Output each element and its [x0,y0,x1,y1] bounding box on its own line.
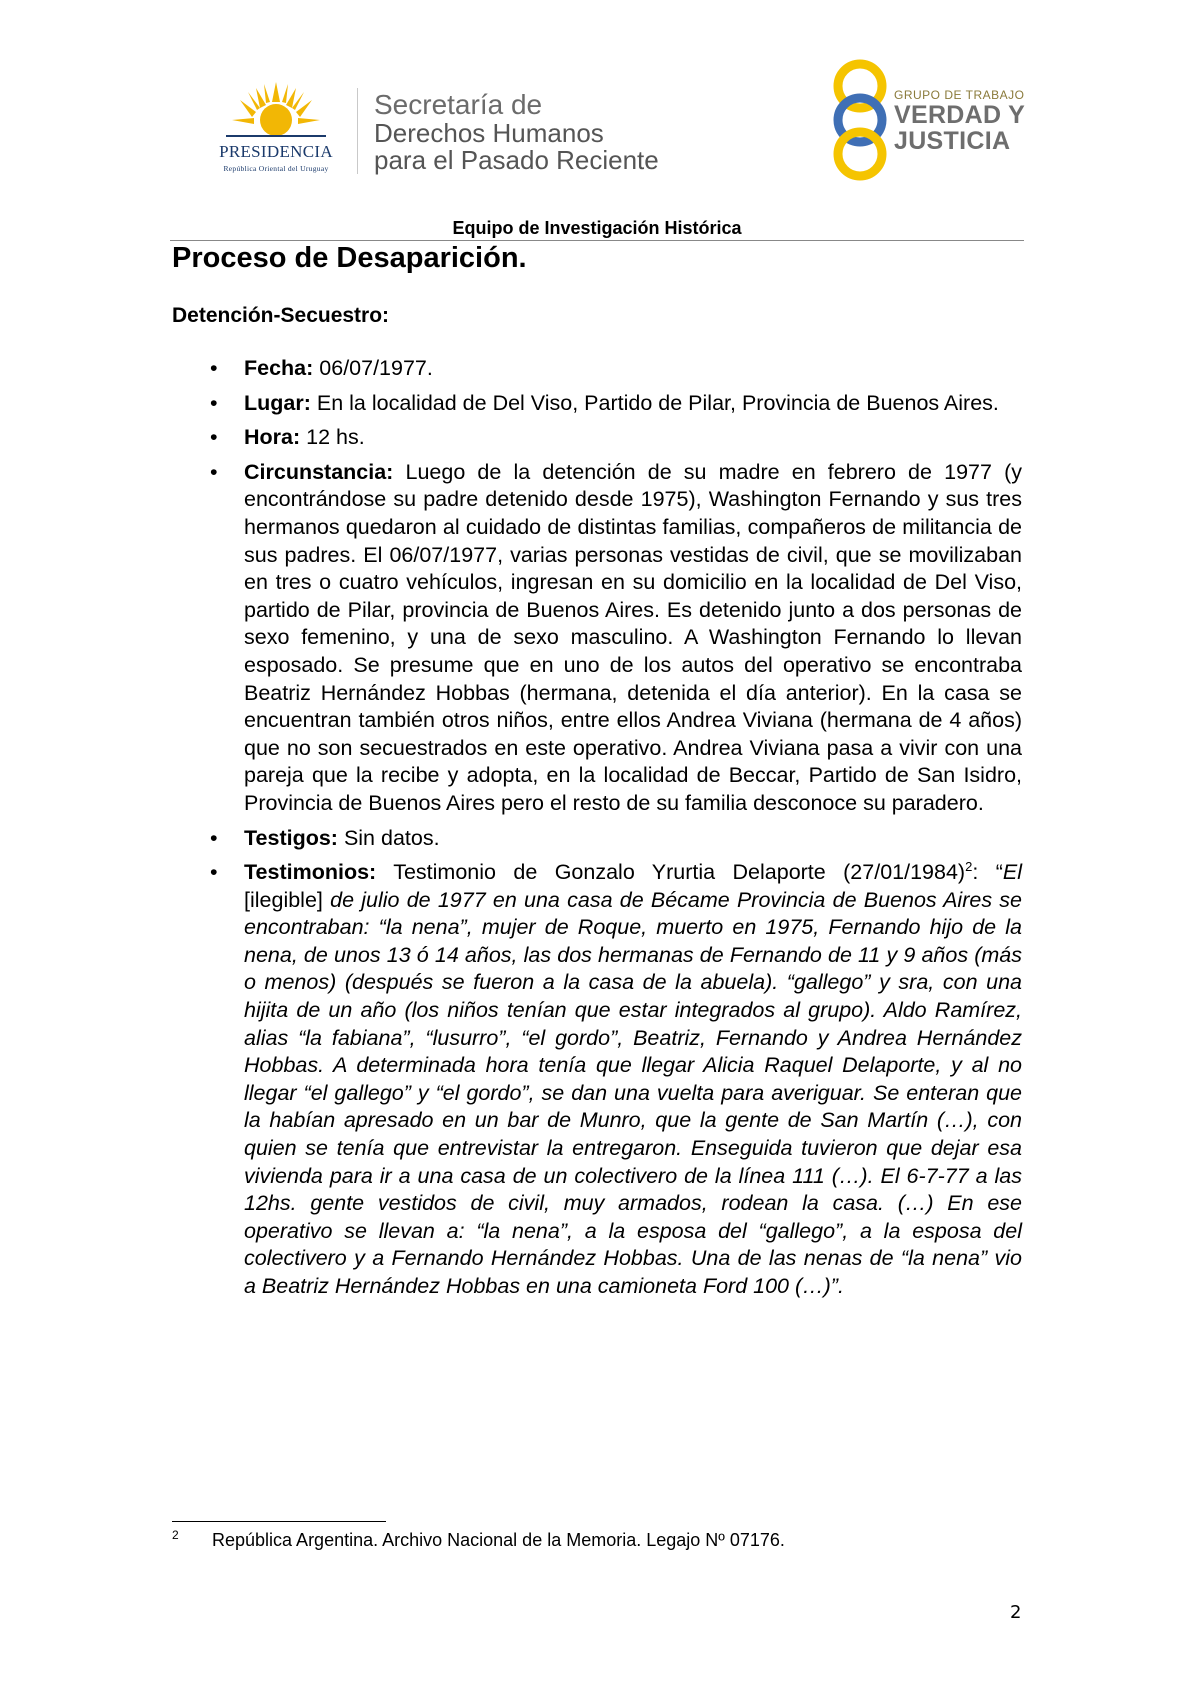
list-item-hora [210,424,1022,452]
grupo-trabajo-text [894,88,1044,154]
grupo-line-2: VERDAD Y [894,101,1026,129]
header-rule [170,240,1024,241]
page-number: 2 [1010,1602,1022,1623]
footnote-number: 2 [172,1528,179,1542]
bullet-icon: • [210,390,218,415]
logo-divider [357,88,358,174]
testimonio-intro: Testimonio de Gonzalo Yrurtia Delaporte (27/01/1984) [376,860,966,885]
illegible-marker: [ilegible] [244,887,331,912]
item-label: Testigos: [244,825,338,850]
item-text: 06/07/1977. [313,356,433,380]
item-text: Sin datos. [337,825,440,850]
item-label: Hora: [244,425,301,450]
item-label: Testimonios: [244,860,377,885]
secretaria-line-1: Secretaría de [374,89,543,120]
testimonio-colon: : [972,860,979,885]
item-label: Fecha: [244,356,314,380]
list-item-fecha [210,355,1022,383]
list-item-circunstancia [210,459,1022,818]
bullet-icon: • [210,459,218,484]
list-item-lugar [210,390,1022,418]
item-text: 12 hs. [300,425,365,450]
running-header: Equipo de Investigación Histórica [452,218,742,238]
item-text: Luego de la detención de su madre en febrero de 1977 (y encontrándose su padre detenido desde 1975), Washington Fernando y sus tres hermanos quedaron al cuidado de distintas familias, compañeros de militancia de sus padres. El 06/07/1977, varias personas vestidas de civil, que se movilizaban en tres o cuatro vehículos, ingresan en su domicilio en la localidad de Del Viso, partido de Pilar, provincia de Buenos Aires. Es detenido junto a dos personas de sexo femenino, y una de sexo masculino. A Washington Fernando lo llevan esposado. Se presume que en uno de los autos del operativo se encontraba Beatriz Hernández Hobbas (hermana, detenida el día anterior). En la casa se encuentran también otros niños, entre ellos Andrea Viviana (hermana de 4 años) que no son secuestrados en este operativo. Andrea Viviana pasa a vivir con una pareja que la recibe y adopta, en la localidad de Beccar, Partido de San Isidro, Provincia de Buenos Aires pero el resto de su familia desconoce su paradero. [244,459,1022,815]
list-item-testigos [210,825,1022,853]
sun-icon [196,80,356,142]
presidencia-subtext: República Oriental del Uruguay [223,164,329,173]
bullet-icon: • [210,825,218,850]
grupo-line-3: JUSTICIA [894,127,1011,155]
bullet-icon: • [210,356,218,380]
presidencia-logo [196,80,356,180]
item-text: En la localidad de Del Viso, Partido de Pilar, Provincia de Buenos Aires. [310,390,999,415]
item-label: Lugar: [244,390,311,415]
details-list [210,355,1022,1308]
list-item-testimonios [210,859,1022,1301]
page-title: Proceso de Desaparición. [172,242,527,274]
item-label: Circunstancia: [244,459,394,484]
section-subtitle: Detención-Secuestro: [172,304,390,327]
quote-body: de julio de 1977 en una casa de Bécame Provincia de Buenos Aires se encontraban: “la nena”, mujer de Roque, muerto en 1975, Fernando hijo de la nena, de unos 13 ó 14 años, las dos hermanas de Fernando de 11 y 9 años (más o menos) (después se fueron a la casa de la abuela). “gallego” y sra, con una hijita de un año (los niños tenían que estar integrados al grupo). Aldo Ramírez, alias “la fabiana”, “lusurro”, “el gordo”, Beatriz, Fernando y Andrea Hernández Hobbas. A determinada hora tenía que llegar Alicia Raquel Delaporte, y al no llegar “el gallego” y “el gordo”, se dan una vuelta para averiguar. Se enteran que la habían apresado en un bar de Munro, que la gente de San Martín (…), con quien se tenía que entrevistar la entregaron. Enseguida tuvieron que dejar esa vivienda para ir a una casa de un colectivero de la línea 111 (…). El 6-7-77 a las 12hs. gente vestidos de civil, muy armados, rodean la casa. (…) En ese operativo se llevan a: “la nena”, a la esposa del “gallego”, a la esposa del colectivero y a Fernando Hernández Hobbas. Una de las nenas de “la nena” vio a Beatriz Hernández Hobbas en una camioneta Ford 100 (…)”. [244,887,1022,1298]
grupo-line-1: GRUPO DE TRABAJO [894,88,1025,102]
footnote-ref[interactable]: 2 [965,858,973,874]
footnote-rule [172,1521,386,1522]
secretaria-line-3: para el Pasado Reciente [374,145,659,175]
footnote-text: República Argentina. Archivo Nacional de la Memoria. Legajo Nº 07176. [212,1530,785,1550]
secretaria-line-2: Derechos Humanos [374,118,604,148]
presidencia-text: PRESIDENCIA [219,142,333,161]
bullet-icon: • [210,860,218,885]
quote-start: El [1002,860,1022,885]
open-quote: “ [995,860,1003,885]
bullet-icon: • [210,425,218,450]
secretaria-logo-text [374,90,704,174]
